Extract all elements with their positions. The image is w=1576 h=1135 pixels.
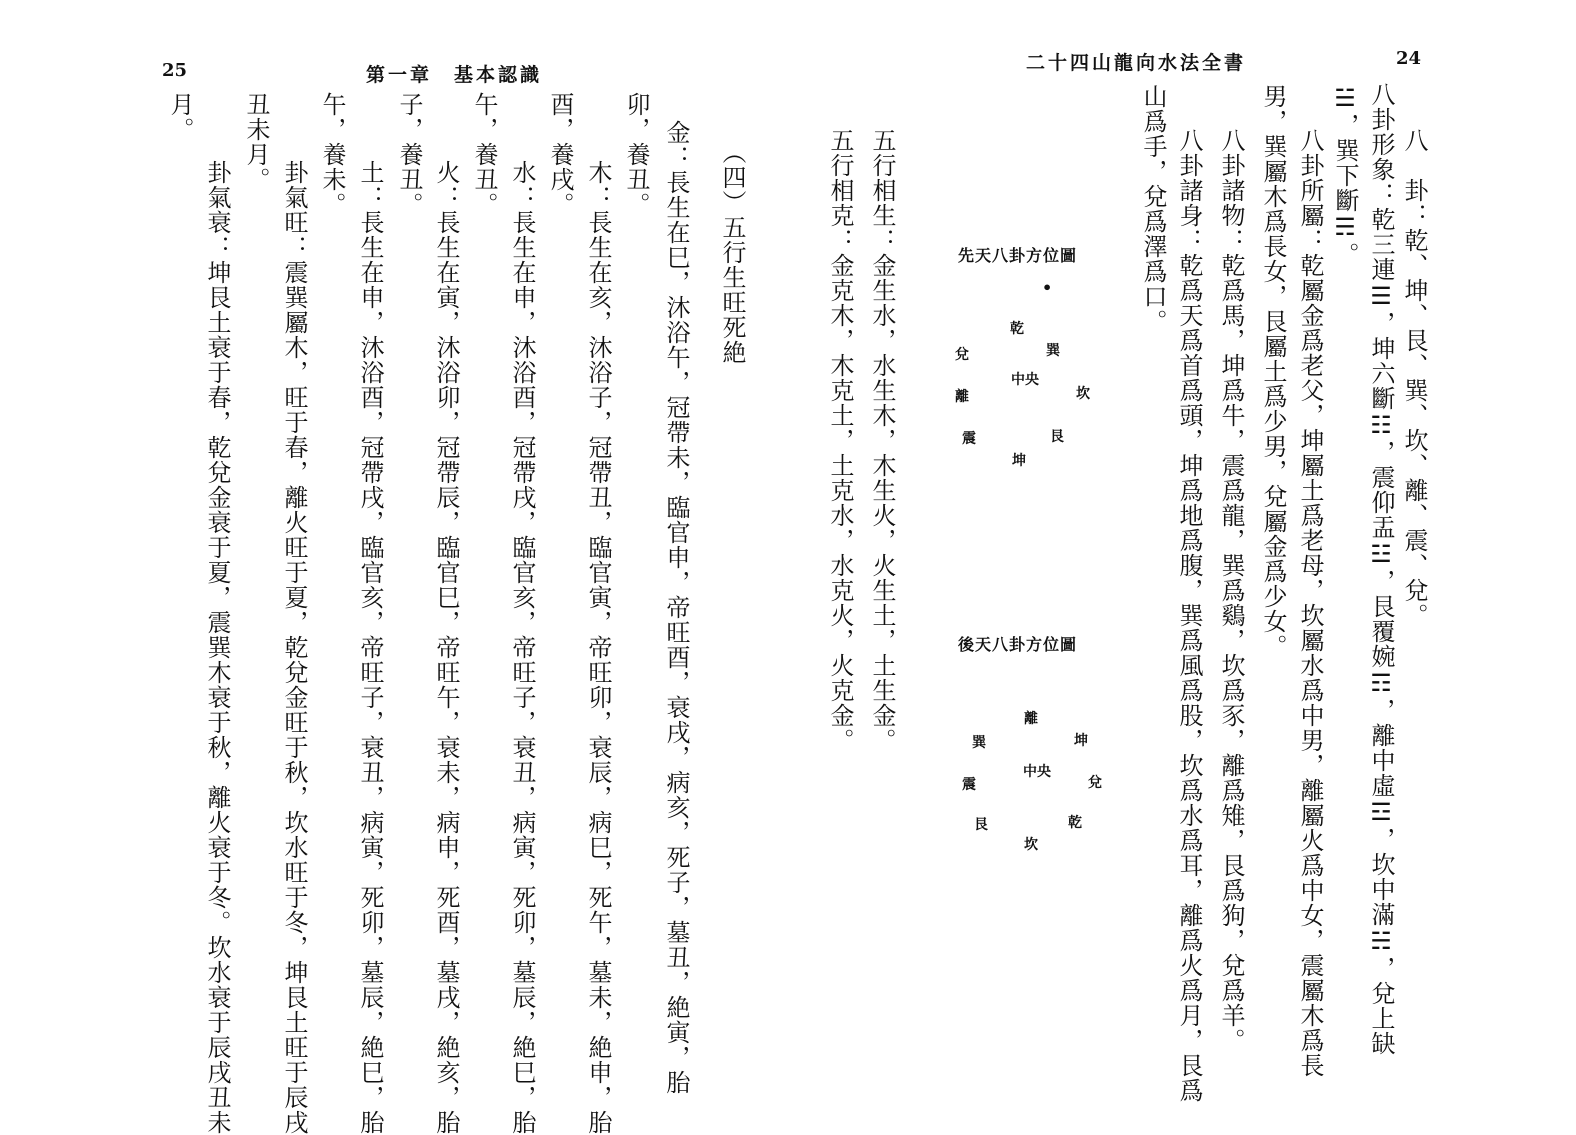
houtian-zhen: 震 xyxy=(962,777,976,793)
xiantian-dui: 兌 xyxy=(955,347,969,363)
text-column-l10: 午，養未。 xyxy=(318,92,346,217)
houtian-qian: 乾 xyxy=(1068,815,1082,831)
text-column-l13: 卦氣衰：坤艮土衰于春，乾兌金衰于夏，震巽木衰于秋，離火衰于冬。坎水衰于辰戌丑未 xyxy=(203,160,231,1135)
xiantian-title: 先天八卦方位圖 xyxy=(958,246,1078,265)
xiantian-center: 中央 xyxy=(1011,372,1039,388)
text-column-r3: ☱，巽下斷☴。 xyxy=(1331,84,1359,267)
section-title: （四）五行生旺死絶 xyxy=(718,140,746,365)
text-column-r4: 八卦所屬：乾屬金爲老父，坤屬土爲老母，坎屬水爲中男，離屬火爲中女，震屬木爲長 xyxy=(1296,128,1324,1078)
houtian-gen: 艮 xyxy=(974,817,988,833)
houtian-kun: 坤 xyxy=(1074,733,1088,749)
xiantian-qian: 乾 xyxy=(1010,321,1024,337)
text-column-l7: 火：長生在寅，沐浴卯，冠帶辰，臨官巳，帝旺午，衰未，病申，死酉，墓戌，絶亥，胎 xyxy=(432,160,460,1135)
text-column-l9: 土：長生在申，沐浴酉，冠帶戌，臨官亥，帝旺子，衰丑，病寅，死卯，墓辰，絶巳，胎 xyxy=(356,160,384,1135)
text-column-r7: 八卦諸身：乾爲天爲首爲頭，坤爲地爲腹，巽爲風爲股，坎爲水爲耳，離爲火爲月，艮爲 xyxy=(1175,128,1203,1103)
xiantian-gen: 艮 xyxy=(1050,429,1064,445)
houtian-center: 中央 xyxy=(1023,764,1051,780)
text-column-r9: 五行相生：金生水，水生木，木生火，火生土，土生金。 xyxy=(868,128,896,753)
page-number-25: 25 xyxy=(162,60,188,81)
text-column-r5: 男，巽屬木爲長女，艮屬土爲少男，兌屬金爲少女。 xyxy=(1259,84,1287,659)
houtian-li: 離 xyxy=(1024,711,1038,727)
text-column-r6: 八卦諸物：乾爲馬，坤爲牛，震爲龍，巽爲鷄，坎爲豕，離爲雉，艮爲狗，兌爲羊。 xyxy=(1217,128,1245,1053)
text-column-l5: 水：長生在申，沐浴酉，冠帶戌，臨官亥，帝旺子，衰丑，病寅，死卯，墓辰，絶巳，胎 xyxy=(508,160,536,1135)
xiantian-zhen: 震 xyxy=(962,431,976,447)
page-number-24: 24 xyxy=(1396,48,1422,69)
xiantian-top-mark: • xyxy=(1042,278,1053,297)
text-column-l3: 木：長生在亥，沐浴子，冠帶丑，臨官寅，帝旺卯，衰辰，病巳，死午，墓未，絶申，胎 xyxy=(584,160,612,1135)
text-column-r1: 八 卦：乾、坤、艮、巽、坎、離、震、兌。 xyxy=(1400,128,1428,628)
xiantian-li: 離 xyxy=(955,389,969,405)
text-column-l4: 酉，養戌。 xyxy=(546,92,574,217)
text-column-r2: 八卦形象：乾三連☰，坤六斷☷，震仰盂☳，艮覆婉☶，離中虛☲，坎中滿☵，兌上缺 xyxy=(1367,82,1395,1056)
right-running-header: 二十四山龍向水法全書 xyxy=(1026,52,1247,74)
text-column-l11: 卦氣旺：震巽屬木，旺于春，離火旺于夏，乾兌金旺于秋，坎水旺于冬，坤艮土旺于辰戌 xyxy=(280,160,308,1135)
text-column-r10: 五行相克：金克木，木克土，土克水，水克火，火克金。 xyxy=(826,128,854,753)
houtian-kan: 坎 xyxy=(1024,837,1038,853)
text-column-r8: 山爲手，兌爲澤爲口。 xyxy=(1139,84,1167,334)
houtian-title: 後天八卦方位圖 xyxy=(958,635,1078,654)
text-column-l8: 子，養丑。 xyxy=(395,92,423,217)
houtian-xun: 巽 xyxy=(972,735,986,751)
xiantian-kun: 坤 xyxy=(1012,453,1026,469)
text-column-l12: 丑未月。 xyxy=(242,92,270,192)
xiantian-kan: 坎 xyxy=(1076,386,1090,402)
text-column-l1: 金：長生在巳，沐浴午，冠帶未，臨官申，帝旺酉，衰戌，病亥，死子，墓丑，絶寅，胎 xyxy=(662,120,690,1095)
houtian-dui: 兌 xyxy=(1088,775,1102,791)
text-column-l14: 月。 xyxy=(166,92,194,142)
text-column-l6: 午，養丑。 xyxy=(470,92,498,217)
xiantian-xun: 巽 xyxy=(1046,343,1060,359)
text-column-l2: 卯，養丑。 xyxy=(622,92,650,217)
left-running-header: 第一章 基本認識 xyxy=(366,64,543,86)
